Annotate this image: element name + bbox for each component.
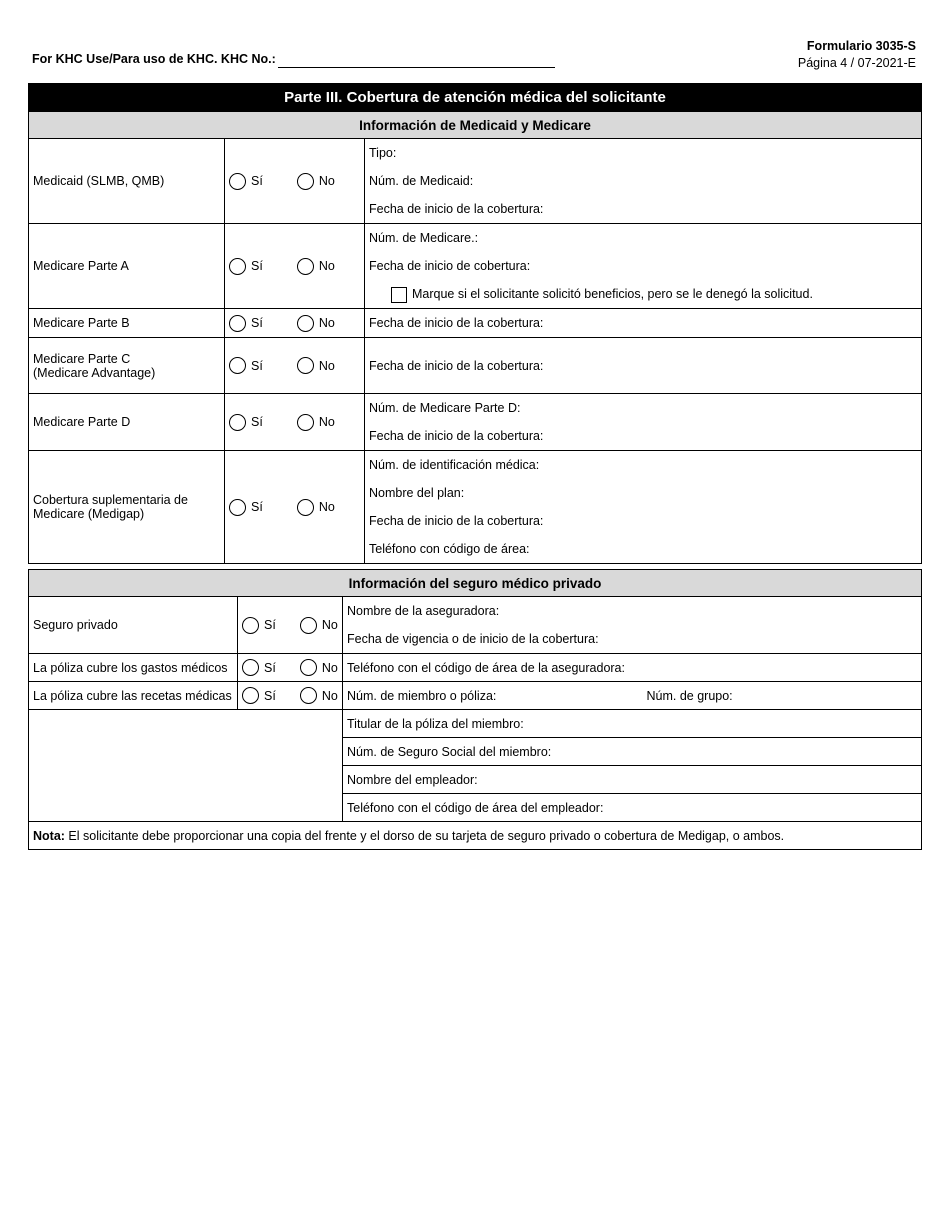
form-header (798, 38, 916, 72)
yes-label: Sí (264, 660, 276, 675)
text-field[interactable]: Nombre del empleador: (343, 766, 922, 794)
text-field[interactable]: Nombre del plan: (369, 486, 465, 500)
field-group (365, 394, 922, 451)
no-label: No (318, 174, 335, 188)
no-radio[interactable] (297, 414, 314, 431)
text-field[interactable]: Núm. de Seguro Social del miembro: (343, 738, 922, 766)
text-field[interactable]: Fecha de vigencia o de inicio de la cobertura: (347, 632, 599, 646)
yes-radio[interactable] (242, 617, 259, 634)
field-group (365, 338, 922, 394)
field-group (343, 597, 922, 654)
row-label-line: Medicare Parte C (33, 351, 131, 366)
yes-no-group (225, 451, 365, 564)
text-field[interactable]: Teléfono con código de área: (369, 542, 530, 556)
yes-no-group (225, 139, 365, 224)
yes-radio[interactable] (229, 414, 246, 431)
no-label: No (321, 618, 338, 632)
part3-title: Parte III. Cobertura de atención médica del solicitante (29, 84, 922, 112)
text-field[interactable]: Fecha de inicio de cobertura: (369, 259, 531, 273)
medicaid-section-title: Información de Medicaid y Medicare (29, 112, 922, 139)
no-radio[interactable] (300, 659, 317, 676)
no-label: No (318, 415, 335, 429)
row-label: La póliza cubre los gastos médicos (29, 654, 238, 682)
text-field[interactable]: Fecha de inicio de la cobertura: (369, 202, 544, 216)
no-label: No (318, 316, 335, 330)
yes-radio[interactable] (229, 173, 246, 190)
denied-checkbox-label: Marque si el solicitante solicitó beneficios, pero se le denegó la solicitud. (412, 287, 813, 301)
text-field[interactable]: Núm. de Medicare Parte D: (369, 401, 521, 415)
no-label: No (318, 259, 335, 273)
text-field[interactable]: Teléfono con el código de área del empleador: (343, 794, 922, 822)
yes-no-group (225, 394, 365, 451)
no-radio[interactable] (297, 173, 314, 190)
yes-label: Sí (251, 415, 263, 429)
row-label-line: Medicare (Medigap) (33, 507, 145, 521)
text-field[interactable]: Fecha de inicio de la cobertura: (369, 429, 544, 443)
yes-no-group (238, 654, 343, 682)
text-field[interactable]: Núm. de Medicare.: (369, 231, 479, 245)
yes-label: Sí (264, 688, 276, 703)
row-label: La póliza cubre las recetas médicas (29, 682, 238, 710)
text-field[interactable]: Titular de la póliza del miembro: (343, 710, 922, 738)
field-group (365, 451, 922, 564)
no-radio[interactable] (297, 258, 314, 275)
text-field[interactable]: Nombre de la aseguradora: (347, 604, 500, 618)
yes-no-group (225, 224, 365, 309)
member-number-field[interactable]: Núm. de miembro o póliza: (343, 682, 643, 710)
text-field[interactable]: Núm. de identificación médica: (369, 458, 540, 472)
yes-radio[interactable] (229, 357, 246, 374)
row-label: Medicaid (SLMB, QMB) (29, 139, 225, 224)
row-label: Medicare Parte B (29, 309, 225, 338)
field-group (365, 309, 922, 338)
yes-label: Sí (251, 316, 263, 330)
medicaid-medicare-table (28, 83, 922, 564)
row-label-line: (Medicare Advantage) (33, 365, 156, 380)
yes-radio[interactable] (229, 499, 246, 516)
field-group (365, 139, 922, 224)
yes-radio[interactable] (229, 258, 246, 275)
row-label: Medicare Parte A (29, 224, 225, 309)
khc-number-field[interactable] (278, 67, 555, 68)
no-label: No (318, 358, 335, 373)
yes-radio[interactable] (229, 315, 246, 332)
text-field[interactable]: Teléfono con el código de área de la aseguradora: (343, 654, 922, 682)
yes-label: Sí (264, 618, 276, 632)
yes-label: Sí (251, 259, 263, 273)
row-label (29, 338, 225, 394)
yes-radio[interactable] (242, 687, 259, 704)
yes-no-group (225, 338, 365, 394)
blank-cell (29, 710, 343, 822)
yes-no-group (225, 309, 365, 338)
yes-label: Sí (251, 358, 263, 373)
text-field[interactable]: Núm. de Medicaid: (369, 174, 474, 188)
note-text: El solicitante debe proporcionar una copia del frente y el dorso de su tarjeta de seguro privado o cobertura de Medigap, o ambos. (64, 828, 785, 843)
no-radio[interactable] (300, 617, 317, 634)
text-field[interactable]: Fecha de inicio de la cobertura: (369, 316, 544, 330)
private-section-title: Información del seguro médico privado (29, 570, 922, 597)
no-label: No (321, 660, 338, 675)
text-field[interactable]: Fecha de inicio de la cobertura: (369, 514, 544, 528)
no-radio[interactable] (300, 687, 317, 704)
text-field[interactable]: Fecha de inicio de la cobertura: (369, 358, 544, 373)
khc-use-label: For KHC Use/Para uso de KHC. KHC No.: (32, 52, 276, 66)
denied-checkbox-row (369, 280, 917, 308)
note (29, 822, 922, 850)
no-radio[interactable] (297, 499, 314, 516)
no-label: No (321, 688, 338, 703)
yes-label: Sí (251, 500, 263, 514)
private-insurance-table (28, 569, 922, 850)
no-label: No (318, 500, 335, 514)
yes-radio[interactable] (242, 659, 259, 676)
group-number-field[interactable]: Núm. de grupo: (643, 682, 922, 710)
page-info: Página 4 / 07-2021-E (797, 56, 916, 70)
denied-checkbox[interactable] (391, 287, 407, 303)
row-label: Medicare Parte D (29, 394, 225, 451)
row-label (29, 451, 225, 564)
form-number: Formulario 3035-S (806, 39, 916, 53)
yes-no-group (238, 597, 343, 654)
yes-label: Sí (251, 174, 263, 188)
note-label: Nota: (33, 828, 65, 843)
row-label: Seguro privado (29, 597, 238, 654)
field-group (365, 224, 922, 309)
row-label-line: Cobertura suplementaria de (33, 493, 188, 507)
no-radio[interactable] (297, 357, 314, 374)
yes-no-group (238, 682, 343, 710)
no-radio[interactable] (297, 315, 314, 332)
text-field[interactable]: Tipo: (369, 146, 397, 160)
